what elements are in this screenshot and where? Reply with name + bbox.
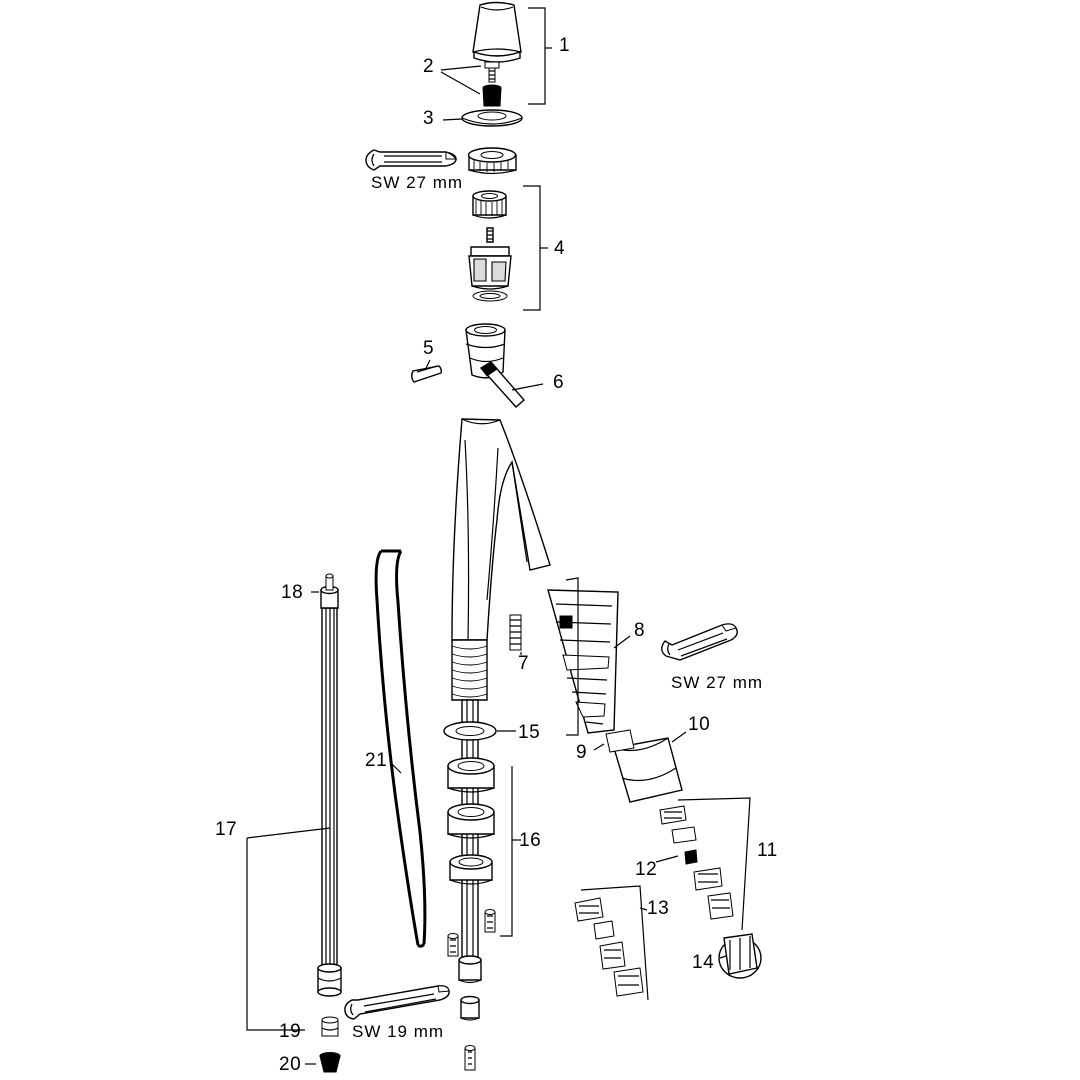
- part-2-screw-sleeve: [483, 62, 501, 106]
- part-1-handle-cap: [473, 3, 521, 63]
- callout-21: 21: [365, 750, 388, 771]
- callout-10: 10: [688, 714, 711, 735]
- part-6-lever: [466, 324, 524, 407]
- part-17-hose: [318, 574, 341, 1072]
- part-21-rod: [376, 551, 425, 946]
- callout-11: 11: [757, 840, 778, 861]
- tool-label-sw27-right: SW 27 mm: [671, 673, 764, 692]
- callout-7: 7: [518, 653, 530, 674]
- callout-17: 17: [215, 819, 238, 840]
- callout-19: 19: [279, 1021, 302, 1042]
- callout-12: 12: [635, 859, 658, 880]
- callout-15: 15: [518, 722, 541, 743]
- callout-6: 6: [553, 372, 565, 393]
- callout-8: 8: [634, 620, 646, 641]
- callout-13: 13: [647, 898, 670, 919]
- callout-18: 18: [281, 582, 304, 603]
- part-7-set-screw: [510, 615, 521, 650]
- tool-wrench-sw27-right: [662, 624, 737, 660]
- callout-16: 16: [519, 830, 542, 851]
- part-spout-body: [452, 419, 550, 1070]
- tool-label-sw27-top: SW 27 mm: [371, 173, 464, 192]
- part-13-small-parts: [575, 898, 643, 996]
- callout-4: 4: [554, 238, 566, 259]
- tool-wrench-sw27-top: [366, 150, 456, 170]
- part-sleeve-nut: [469, 148, 517, 174]
- part-4-cartridge: [469, 191, 511, 301]
- callout-1: 1: [559, 35, 571, 56]
- callout-3: 3: [423, 108, 435, 129]
- part-8-valve-column: [548, 590, 618, 733]
- part-3-ring: [462, 110, 522, 126]
- callout-14: 14: [692, 952, 715, 973]
- callout-9: 9: [576, 742, 588, 763]
- part-9-washer: [606, 730, 634, 752]
- tool-label-sw19: SW 19 mm: [352, 1022, 445, 1041]
- callout-2: 2: [423, 56, 435, 77]
- part-11-small-parts: [660, 806, 733, 919]
- callout-5: 5: [423, 338, 435, 359]
- tool-wrench-sw19: [345, 986, 449, 1019]
- callout-20: 20: [279, 1054, 302, 1075]
- part-5-clip: [412, 366, 442, 382]
